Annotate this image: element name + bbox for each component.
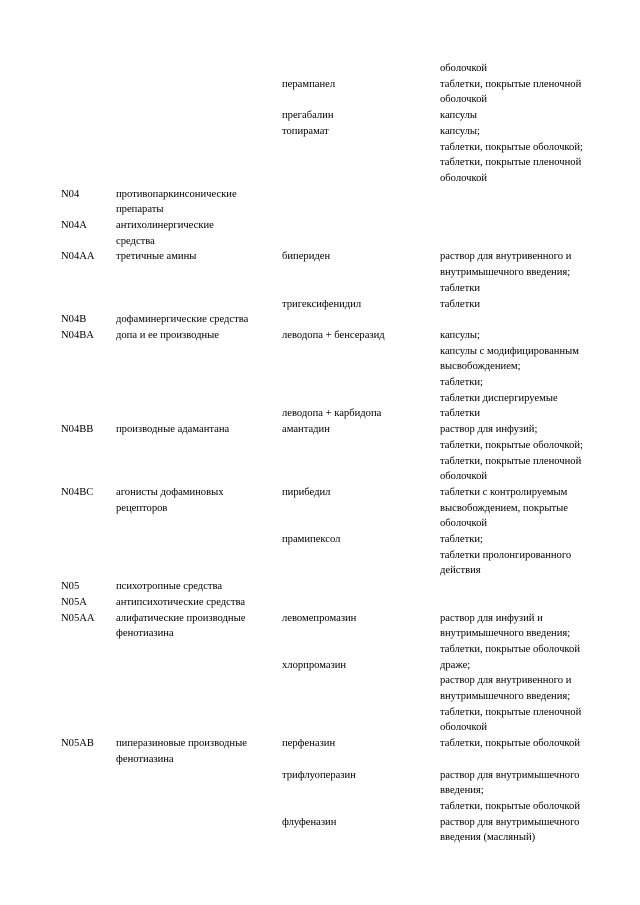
pharmacological-group-line: противопаркинсонические [116,188,237,200]
dosage-form-line: действия [440,565,481,577]
pharmacological-group-line: антипсихотические средства [116,596,246,608]
drug-name-line: леводопа + карбидопа [282,408,382,420]
dosage-form-line: таблетки, покрытые пленочной [440,455,582,467]
dosage-form-line: таблетки, покрытые пленочной [440,706,582,718]
pharmacological-group [116,312,276,328]
dosage-form-line: раствор для инфузий; [440,424,538,436]
drug-name [282,485,434,501]
dosage-form-line: таблетки, покрытые оболочкой; [440,439,583,451]
pharmacological-group-line: производные адамантана [116,424,230,436]
drug-name [282,77,434,93]
dosage-form-line: высвобождением; [440,361,521,373]
dosage-form-line: оболочкой [440,172,488,184]
dosage-form-line: оболочкой [440,518,488,530]
atc-code [61,422,113,438]
dosage-form [440,422,612,485]
dosage-form-line: таблетки [440,298,481,310]
pharmacological-group-line: пиперазиновые производные [116,738,247,750]
atc-code-line: N04BB [61,424,94,436]
dosage-form-line: таблетки с контролируемым [440,486,568,498]
atc-code [61,249,113,265]
atc-code [61,312,113,328]
drug-name-line: перфеназин [282,738,336,750]
dosage-form [440,736,612,752]
dosage-form-line: таблетки; [440,534,483,545]
dosage-form-line: внутримышечного введения; [440,628,571,640]
dosage-form [440,406,612,422]
drug-name [282,406,434,422]
atc-code-line: N04BA [61,329,94,341]
dosage-form-line: капсулы [440,110,478,122]
dosage-form-line: таблетки [440,408,481,420]
atc-code-line: N05AA [61,612,95,624]
drug-name [282,124,434,140]
drug-name [282,328,434,344]
drug-name [282,532,434,548]
drug-name-line: флуфеназин [282,816,337,828]
drug-name-line: пирибедил [282,486,331,498]
dosage-form [440,328,612,407]
dosage-form-line: капсулы; [440,125,480,137]
atc-code-line: N04A [61,220,87,231]
atc-code [61,328,113,344]
pharmacological-group-line: допа и ее производные [116,329,219,341]
pharmacological-group [116,187,276,218]
pharmacological-group-line: психотропные средства [116,581,223,593]
pharmacological-group [116,611,276,642]
pharmacological-group-line: фенотиазина [116,753,174,765]
dosage-form-line: таблетки диспергируемые [440,392,558,404]
pharmacological-group-line: алифатические производные [116,612,246,624]
drug-name-line: прегабалин [282,110,334,122]
dosage-form [440,61,612,77]
dosage-form [440,297,612,313]
atc-code-line: N05 [61,581,80,593]
dosage-form-line: таблетки, покрытые пленочной [440,157,582,169]
dosage-form-line: раствор для внутримышечного [440,816,580,828]
drug-name [282,768,434,784]
drug-name [282,611,434,627]
dosage-form-line: таблетки, покрытые оболочкой; [440,141,583,153]
pharmacological-group-line: третичные амины [116,251,197,263]
dosage-form-line: введения (масляный) [440,832,536,844]
dosage-form-line: капсулы; [440,329,480,341]
dosage-form [440,768,612,815]
atc-code-line: N05AB [61,738,94,750]
dosage-form [440,815,612,846]
pharmacological-group [116,485,276,516]
dosage-form-line: таблетки, покрытые оболочкой [440,738,580,750]
drug-name [282,422,434,438]
pharmacological-group-line: агонисты дофаминовых [116,486,224,498]
dosage-form [440,658,612,737]
atc-code-line: N05A [61,596,87,608]
dosage-form [440,485,612,532]
dosage-form-line: высвобождением, покрытые [440,502,568,514]
drug-name-line: тригексифенидил [282,298,362,310]
dosage-form-line: раствор для внутримышечного [440,769,580,781]
dosage-form-line: оболочкой [440,471,488,483]
dosage-form-line: таблетки, покрытые пленочной [440,78,582,90]
atc-code [61,218,113,234]
dosage-form-line: оболочкой [440,722,488,734]
dosage-form-line: раствор для внутривенного и [440,675,572,687]
dosage-form-line: таблетки; [440,377,483,388]
atc-code [61,187,113,203]
atc-code-line: N04AA [61,251,95,263]
pharmacological-group [116,736,276,767]
dosage-form-line: капсулы с модифицированным [440,345,579,357]
atc-code [61,595,113,611]
dosage-form-line: внутримышечного введения; [440,267,571,279]
dosage-form [440,77,612,108]
drug-name [282,297,434,313]
pharmacological-group [116,595,276,611]
atc-code [61,611,113,627]
pharmacological-group [116,218,276,249]
dosage-form [440,611,612,658]
atc-code [61,579,113,595]
drug-name-line: хлорпромазин [282,659,347,671]
drug-name-line: трифлуоперазин [282,769,356,781]
dosage-form [440,249,612,296]
drug-name [282,658,434,674]
dosage-form-line: таблетки, покрытые оболочкой [440,800,580,812]
dosage-form-line: драже; [440,659,471,671]
dosage-form-line: введения; [440,785,484,797]
drug-name-line: амантадин [282,424,330,436]
drug-name-line: топирамат [282,125,329,137]
atc-code-line: N04B [61,314,87,326]
dosage-form-line: оболочкой [440,94,488,106]
dosage-form-line: внутримышечного введения; [440,691,571,702]
pharmacological-group-line: рецепторов [116,502,168,514]
drug-name [282,108,434,124]
pharmacological-group [116,328,276,344]
atc-code-line: N04BC [61,486,94,498]
dosage-form [440,532,612,579]
atc-code [61,736,113,752]
drug-name-line: перампанел [282,78,336,90]
pharmacological-group-line: дофаминергические средства [116,314,249,326]
pharmacological-group [116,249,276,265]
atc-code [61,485,113,501]
pharmacological-group-line: средства [116,235,155,247]
drug-name [282,736,434,752]
dosage-form-line: раствор для инфузий и [440,612,543,624]
pharmacological-group [116,579,276,595]
pharmacological-group-line: препараты [116,204,164,216]
drug-name [282,249,434,265]
atc-code-line: N04 [61,188,80,200]
dosage-form [440,108,612,124]
drug-name [282,815,434,831]
dosage-form [440,124,612,187]
drug-name-line: левомепромазин [282,612,357,624]
drug-name-line: прамипексол [282,534,341,545]
dosage-form-line: таблетки пролонгированного [440,549,572,561]
pharmacological-group [116,422,276,438]
dosage-form-line: раствор для внутривенного и [440,251,572,263]
dosage-form-line: таблетки [440,282,481,294]
drug-name-line: бипериден [282,251,331,263]
drug-name-line: леводопа + бенсеразид [282,329,385,341]
dosage-form-line: оболочкой [440,63,488,74]
dosage-form-line: таблетки, покрытые оболочкой [440,643,580,655]
pharmacological-group-line: антихолинергические [116,220,214,231]
pharmacological-group-line: фенотиазина [116,628,174,640]
